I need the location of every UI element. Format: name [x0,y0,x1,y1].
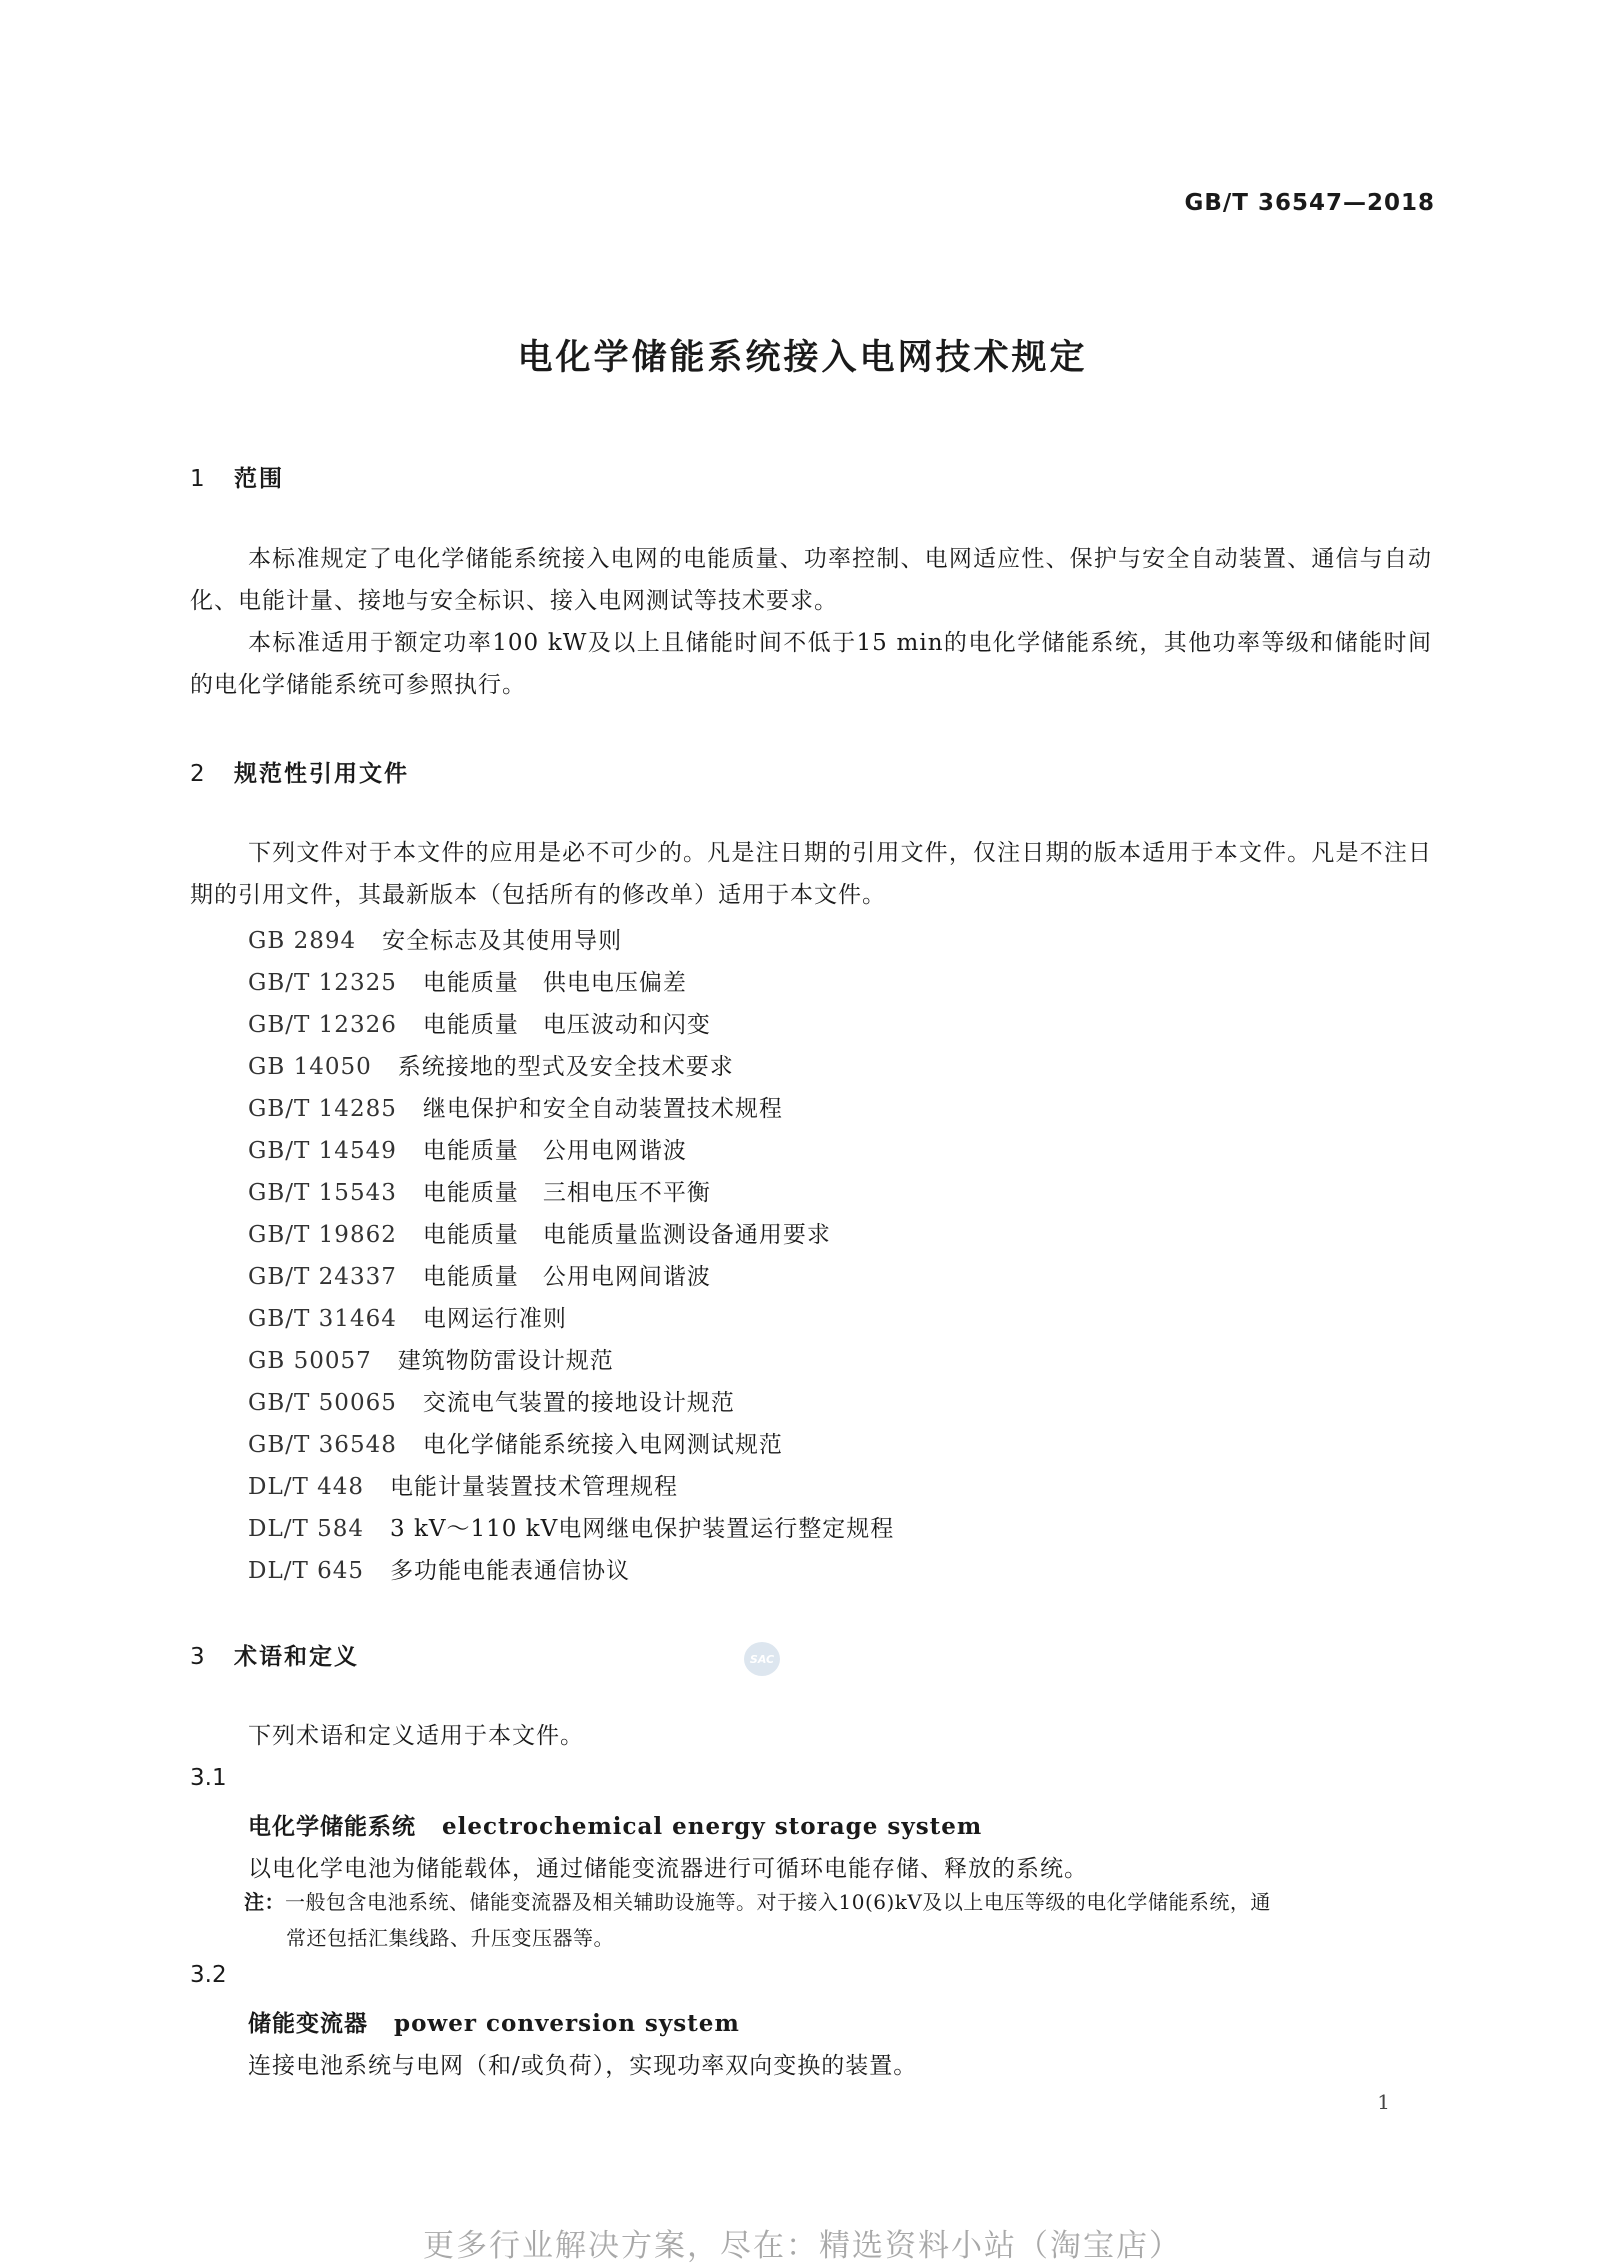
reference-code: GB/T 12326 [248,1012,397,1038]
term-definition: 以电化学电池为储能载体，通过储能变流器进行可循环电能存储、释放的系统。 [248,1856,1088,1882]
section-number: 3 [190,1644,207,1670]
term-en: electrochemical energy storage system [442,1813,983,1840]
reference-item [248,1006,711,1039]
reference-item [248,1300,567,1333]
reference-code: GB/T 14549 [248,1138,397,1164]
section-number: 1 [190,466,207,492]
section-1-paragraph-1: 本标准规定了电化学储能系统接入电网的电能质量、功率控制、电网适应性、保护与安全自动装置、通信与自动化、电能计量、接地与安全标识、接入电网测试等技术要求。 [190,546,1432,614]
page-number: 1 [1377,2090,1390,2114]
reference-code: GB/T 14285 [248,1096,397,1122]
section-3-intro: 下列术语和定义适用于本文件。 [248,1723,584,1749]
reference-code: GB/T 50065 [248,1390,397,1416]
term-heading [248,2005,740,2038]
note-text-line-2: 常还包括汇集线路、升压变压器等。 [286,1926,614,1950]
reference-item [248,1174,711,1207]
reference-title: 电能质量 供电电压偏差 [422,970,687,996]
reference-code: GB/T 24337 [248,1264,397,1290]
section-1-heading [190,460,284,493]
term-zh: 储能变流器 [248,2011,368,2037]
watermark-text: SAC [749,1653,775,1666]
reference-title: 电能质量 电压波动和闪变 [422,1012,711,1038]
reference-code: GB/T 31464 [248,1306,397,1332]
section-2-heading [190,755,409,788]
term-heading [248,1808,982,1841]
reference-item [248,1090,783,1123]
reference-item [248,1342,614,1375]
section-number: 2 [190,761,207,787]
reference-item [248,1468,678,1501]
reference-title: 继电保护和安全自动装置技术规程 [422,1096,783,1122]
reference-title: 建筑物防雷设计规范 [397,1348,614,1374]
reference-title: 电化学储能系统接入电网测试规范 [422,1432,783,1458]
reference-title: 电网运行准则 [422,1306,567,1332]
reference-code: GB/T 12325 [248,970,397,996]
reference-title: 3 kV～110 kV电网继电保护装置运行整定规程 [390,1516,895,1542]
term-en: power conversion system [394,2010,740,2037]
reference-item [248,1258,711,1291]
standard-code: GB/T 36547—2018 [1184,190,1435,216]
reference-title: 系统接地的型式及安全技术要求 [397,1054,734,1080]
note-text-line-1: 一般包含电池系统、储能变流器及相关辅助设施等。对于接入10(6)kV及以上电压等级的电化学储能系统，通 [285,1890,1271,1914]
reference-item [248,1510,894,1543]
reference-title: 电能质量 电能质量监测设备通用要求 [422,1222,831,1248]
section-1-paragraph-2: 本标准适用于额定功率100 kW及以上且储能时间不低于15 min的电化学储能系统，其他功率等级和储能时间的电化学储能系统可参照执行。 [190,630,1432,698]
reference-code: GB/T 15543 [248,1180,397,1206]
section-title: 范围 [234,466,284,492]
reference-code: DL/T 584 [248,1516,365,1542]
section-2-intro: 下列文件对于本文件的应用是必不可少的。凡是注日期的引用文件，仅注日期的版本适用于本文件。凡是不注日期的引用文件，其最新版本（包括所有的修改单）适用于本文件。 [190,840,1432,908]
reference-title: 电能质量 公用电网间谐波 [422,1264,711,1290]
reference-title: 交流电气装置的接地设计规范 [422,1390,735,1416]
reference-title: 多功能电能表通信协议 [390,1558,631,1584]
term-note [244,1884,1434,1956]
reference-item [248,1216,831,1249]
term-zh: 电化学储能系统 [248,1814,416,1840]
reference-item [248,1426,783,1459]
reference-code: DL/T 448 [248,1474,365,1500]
reference-code: GB/T 36548 [248,1432,397,1458]
clause-number: 3.2 [190,1962,227,1988]
reference-code: GB/T 19862 [248,1222,397,1248]
note-label: 注： [244,1890,285,1914]
reference-code: DL/T 645 [248,1558,365,1584]
reference-item [248,1132,687,1165]
clause-number: 3.1 [190,1765,227,1791]
reference-item [248,1048,734,1081]
reference-title: 电能质量 三相电压不平衡 [422,1180,711,1206]
reference-item [248,1384,735,1417]
reference-item [248,922,622,955]
section-title: 术语和定义 [234,1644,359,1670]
reference-title: 电能计量装置技术管理规程 [390,1474,679,1500]
reference-code: GB 50057 [248,1348,372,1374]
reference-item [248,1552,630,1585]
reference-title: 电能质量 公用电网谐波 [422,1138,687,1164]
reference-code: GB 14050 [248,1054,372,1080]
term-definition: 连接电池系统与电网（和/或负荷），实现功率双向变换的装置。 [248,2053,918,2079]
document-title: 电化学储能系统接入电网技术规定 [517,338,1088,378]
footer-banner: 更多行业解决方案，尽在：精选资料小站（淘宝店） [423,2228,1182,2264]
reference-item [248,964,687,997]
reference-code: GB 2894 [248,928,357,954]
section-title: 规范性引用文件 [234,761,409,787]
sac-watermark-logo [742,1640,782,1678]
section-3-heading [190,1638,359,1671]
reference-title: 安全标志及其使用导则 [382,928,623,954]
